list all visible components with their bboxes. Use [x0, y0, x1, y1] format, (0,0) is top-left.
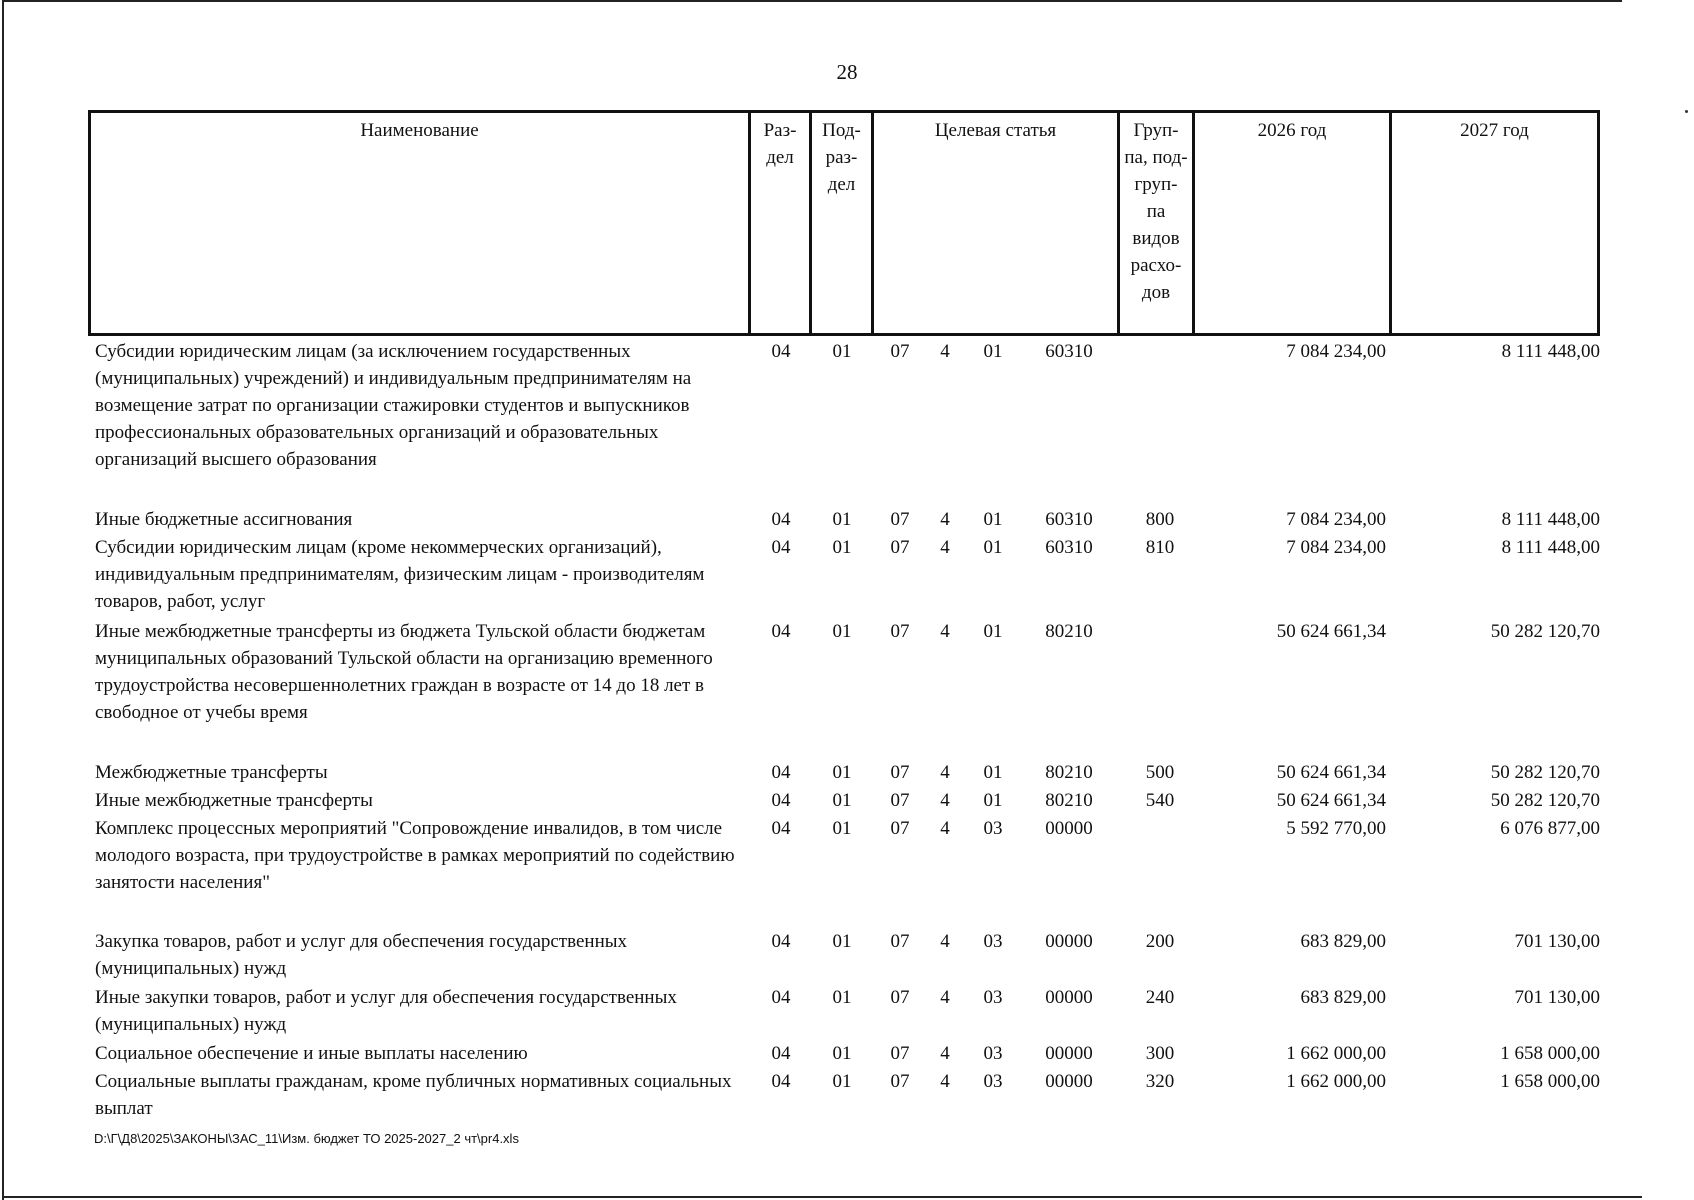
- row-cs-direction: 80210: [1045, 762, 1093, 783]
- row-podrazdel: 01: [832, 537, 852, 558]
- row-podrazdel: 01: [832, 818, 852, 839]
- row-amount-2026: 1 662 000,00: [1286, 1071, 1386, 1092]
- header-gruppa-vidov: Груп- па, под- груп- па видов расхо- дов: [1117, 113, 1195, 333]
- scan-speck: [1685, 110, 1688, 113]
- row-amount-2026: 7 084 234,00: [1286, 537, 1386, 558]
- row-amount-2027: 50 282 120,70: [1490, 762, 1600, 783]
- row-cs-program: 07: [890, 818, 910, 839]
- row-cs-direction: 60310: [1045, 341, 1093, 362]
- row-razdel: 04: [771, 621, 791, 642]
- row-cs-program: 07: [890, 341, 910, 362]
- row-amount-2026: 50 624 661,34: [1276, 790, 1386, 811]
- row-cs-direction: 00000: [1045, 931, 1093, 952]
- row-cs-complex: 01: [983, 341, 1003, 362]
- row-cs-direction: 80210: [1045, 790, 1093, 811]
- table-header: [88, 110, 1600, 336]
- row-cs-complex: 01: [983, 790, 1003, 811]
- row-amount-2027: 701 130,00: [1514, 931, 1600, 952]
- page-number: 28: [836, 60, 858, 84]
- row-razdel: 04: [771, 987, 791, 1008]
- row-amount-2027: 8 111 448,00: [1501, 509, 1600, 530]
- row-podrazdel: 01: [832, 1071, 852, 1092]
- row-name: Иные бюджетные ассигнования: [95, 509, 353, 530]
- row-cs-type: 4: [940, 931, 950, 952]
- row-podrazdel: 01: [832, 621, 852, 642]
- row-name: Социальные выплаты гражданам, кроме публичных нормативных социальных выплат: [95, 1071, 732, 1119]
- row-vid-rashodov: 300: [1145, 1043, 1175, 1064]
- row-cs-type: 4: [940, 621, 950, 642]
- row-amount-2026: 50 624 661,34: [1276, 762, 1386, 783]
- row-cs-type: 4: [940, 1043, 950, 1064]
- row-podrazdel: 01: [832, 790, 852, 811]
- row-cs-complex: 01: [983, 537, 1003, 558]
- row-amount-2027: 1 658 000,00: [1500, 1043, 1600, 1064]
- row-amount-2027: 701 130,00: [1514, 987, 1600, 1008]
- row-podrazdel: 01: [832, 762, 852, 783]
- row-vid-rashodov: 540: [1145, 790, 1175, 811]
- row-name: Иные межбюджетные трансферты из бюджета Тульской области бюджетам муниципальных образований Тульской области на организацию временного трудоустройства несовершеннолетних граждан в возрасте от 14 до 18 лет в свободное от учебы время: [95, 621, 713, 723]
- row-cs-complex: 03: [983, 931, 1003, 952]
- row-cs-complex: 03: [983, 987, 1003, 1008]
- row-cs-complex: 01: [983, 762, 1003, 783]
- row-cs-direction: 60310: [1045, 509, 1093, 530]
- row-cs-direction: 00000: [1045, 818, 1093, 839]
- file-path: D:\Г\Д8\2025\ЗАКОНЫ\ЗАС_11\Изм. бюджет ТО 2025-2027_2 чт\pr4.xls: [94, 1131, 519, 1146]
- row-razdel: 04: [771, 1043, 791, 1064]
- row-podrazdel: 01: [832, 987, 852, 1008]
- row-name: Социальное обеспечение и иные выплаты населению: [95, 1043, 528, 1064]
- row-amount-2027: 8 111 448,00: [1501, 537, 1600, 558]
- header-name: Наименование: [360, 120, 479, 141]
- row-amount-2027: 1 658 000,00: [1500, 1071, 1600, 1092]
- row-cs-type: 4: [940, 537, 950, 558]
- row-vid-rashodov: 800: [1145, 509, 1175, 530]
- row-name: Межбюджетные трансферты: [95, 762, 328, 783]
- row-amount-2026: 1 662 000,00: [1286, 1043, 1386, 1064]
- row-cs-type: 4: [940, 509, 950, 530]
- row-razdel: 04: [771, 537, 791, 558]
- row-razdel: 04: [771, 509, 791, 530]
- row-cs-program: 07: [890, 537, 910, 558]
- row-razdel: 04: [771, 341, 791, 362]
- scan-border-top: [2, 0, 1622, 2]
- row-cs-direction: 60310: [1045, 537, 1093, 558]
- row-cs-type: 4: [940, 987, 950, 1008]
- row-amount-2026: 7 084 234,00: [1286, 341, 1386, 362]
- row-razdel: 04: [771, 931, 791, 952]
- row-cs-complex: 03: [983, 1043, 1003, 1064]
- row-amount-2027: 50 282 120,70: [1490, 621, 1600, 642]
- row-amount-2027: 8 111 448,00: [1501, 341, 1600, 362]
- row-cs-program: 07: [890, 987, 910, 1008]
- row-name: Иные закупки товаров, работ и услуг для обеспечения государственных (муниципальных) нужд: [95, 987, 677, 1035]
- header-celevaya-statya: Целевая статья: [934, 120, 1057, 141]
- row-cs-type: 4: [940, 790, 950, 811]
- row-cs-direction: 80210: [1045, 621, 1093, 642]
- row-vid-rashodov: 320: [1145, 1071, 1175, 1092]
- row-podrazdel: 01: [832, 509, 852, 530]
- row-name: Субсидии юридическим лицам (за исключением государственных (муниципальных) учреждений) и индивидуальным предпринимателям на возмещение затрат по организации стажировки студентов и выпускников профессиональных образовательных организаций и образовательных организаций высшего образования: [95, 341, 692, 470]
- row-amount-2026: 683 829,00: [1300, 987, 1386, 1008]
- header-2027: 2027 год: [1389, 113, 1597, 333]
- row-amount-2026: 7 084 234,00: [1286, 509, 1386, 530]
- row-vid-rashodov: 240: [1145, 987, 1175, 1008]
- row-razdel: 04: [771, 790, 791, 811]
- row-cs-program: 07: [890, 1071, 910, 1092]
- row-name: Комплекс процессных мероприятий "Сопровождение инвалидов, в том числе молодого возраста, при трудоустройстве в рамках мероприятий по содействию занятости населения": [95, 818, 735, 893]
- scan-border-bottom: [2, 1196, 1642, 1198]
- row-name: Иные межбюджетные трансферты: [95, 790, 373, 811]
- row-cs-type: 4: [940, 762, 950, 783]
- row-razdel: 04: [771, 1071, 791, 1092]
- header-podrazdel: Под- раз- дел: [809, 113, 874, 333]
- row-cs-program: 07: [890, 931, 910, 952]
- row-vid-rashodov: 200: [1145, 931, 1175, 952]
- header-2026: 2026 год: [1257, 120, 1327, 141]
- row-cs-type: 4: [940, 1071, 950, 1092]
- row-cs-complex: 01: [983, 621, 1003, 642]
- row-name: Субсидии юридическим лицам (кроме некоммерческих организаций), индивидуальным предпринимателям, физическим лицам - производителям товаров, работ, услуг: [95, 537, 705, 612]
- row-cs-program: 07: [890, 790, 910, 811]
- row-amount-2027: 6 076 877,00: [1500, 818, 1600, 839]
- row-vid-rashodov: 810: [1145, 537, 1175, 558]
- row-cs-complex: 03: [983, 818, 1003, 839]
- row-amount-2027: 50 282 120,70: [1490, 790, 1600, 811]
- row-cs-program: 07: [890, 1043, 910, 1064]
- row-name: Закупка товаров, работ и услуг для обеспечения государственных (муниципальных) нужд: [95, 931, 628, 979]
- row-amount-2026: 50 624 661,34: [1276, 621, 1386, 642]
- row-razdel: 04: [771, 762, 791, 783]
- row-podrazdel: 01: [832, 931, 852, 952]
- row-cs-program: 07: [890, 621, 910, 642]
- row-podrazdel: 01: [832, 1043, 852, 1064]
- scan-border-left: [2, 0, 4, 1200]
- row-cs-type: 4: [940, 818, 950, 839]
- row-cs-program: 07: [890, 762, 910, 783]
- row-amount-2026: 683 829,00: [1300, 931, 1386, 952]
- row-vid-rashodov: 500: [1145, 762, 1175, 783]
- row-cs-complex: 01: [983, 509, 1003, 530]
- row-cs-program: 07: [890, 509, 910, 530]
- row-cs-direction: 00000: [1045, 1043, 1093, 1064]
- row-cs-type: 4: [940, 341, 950, 362]
- row-cs-direction: 00000: [1045, 1071, 1093, 1092]
- row-cs-complex: 03: [983, 1071, 1003, 1092]
- row-podrazdel: 01: [832, 341, 852, 362]
- row-razdel: 04: [771, 818, 791, 839]
- row-cs-direction: 00000: [1045, 987, 1093, 1008]
- header-razdel: Раз- дел: [748, 113, 809, 333]
- row-amount-2026: 5 592 770,00: [1286, 818, 1386, 839]
